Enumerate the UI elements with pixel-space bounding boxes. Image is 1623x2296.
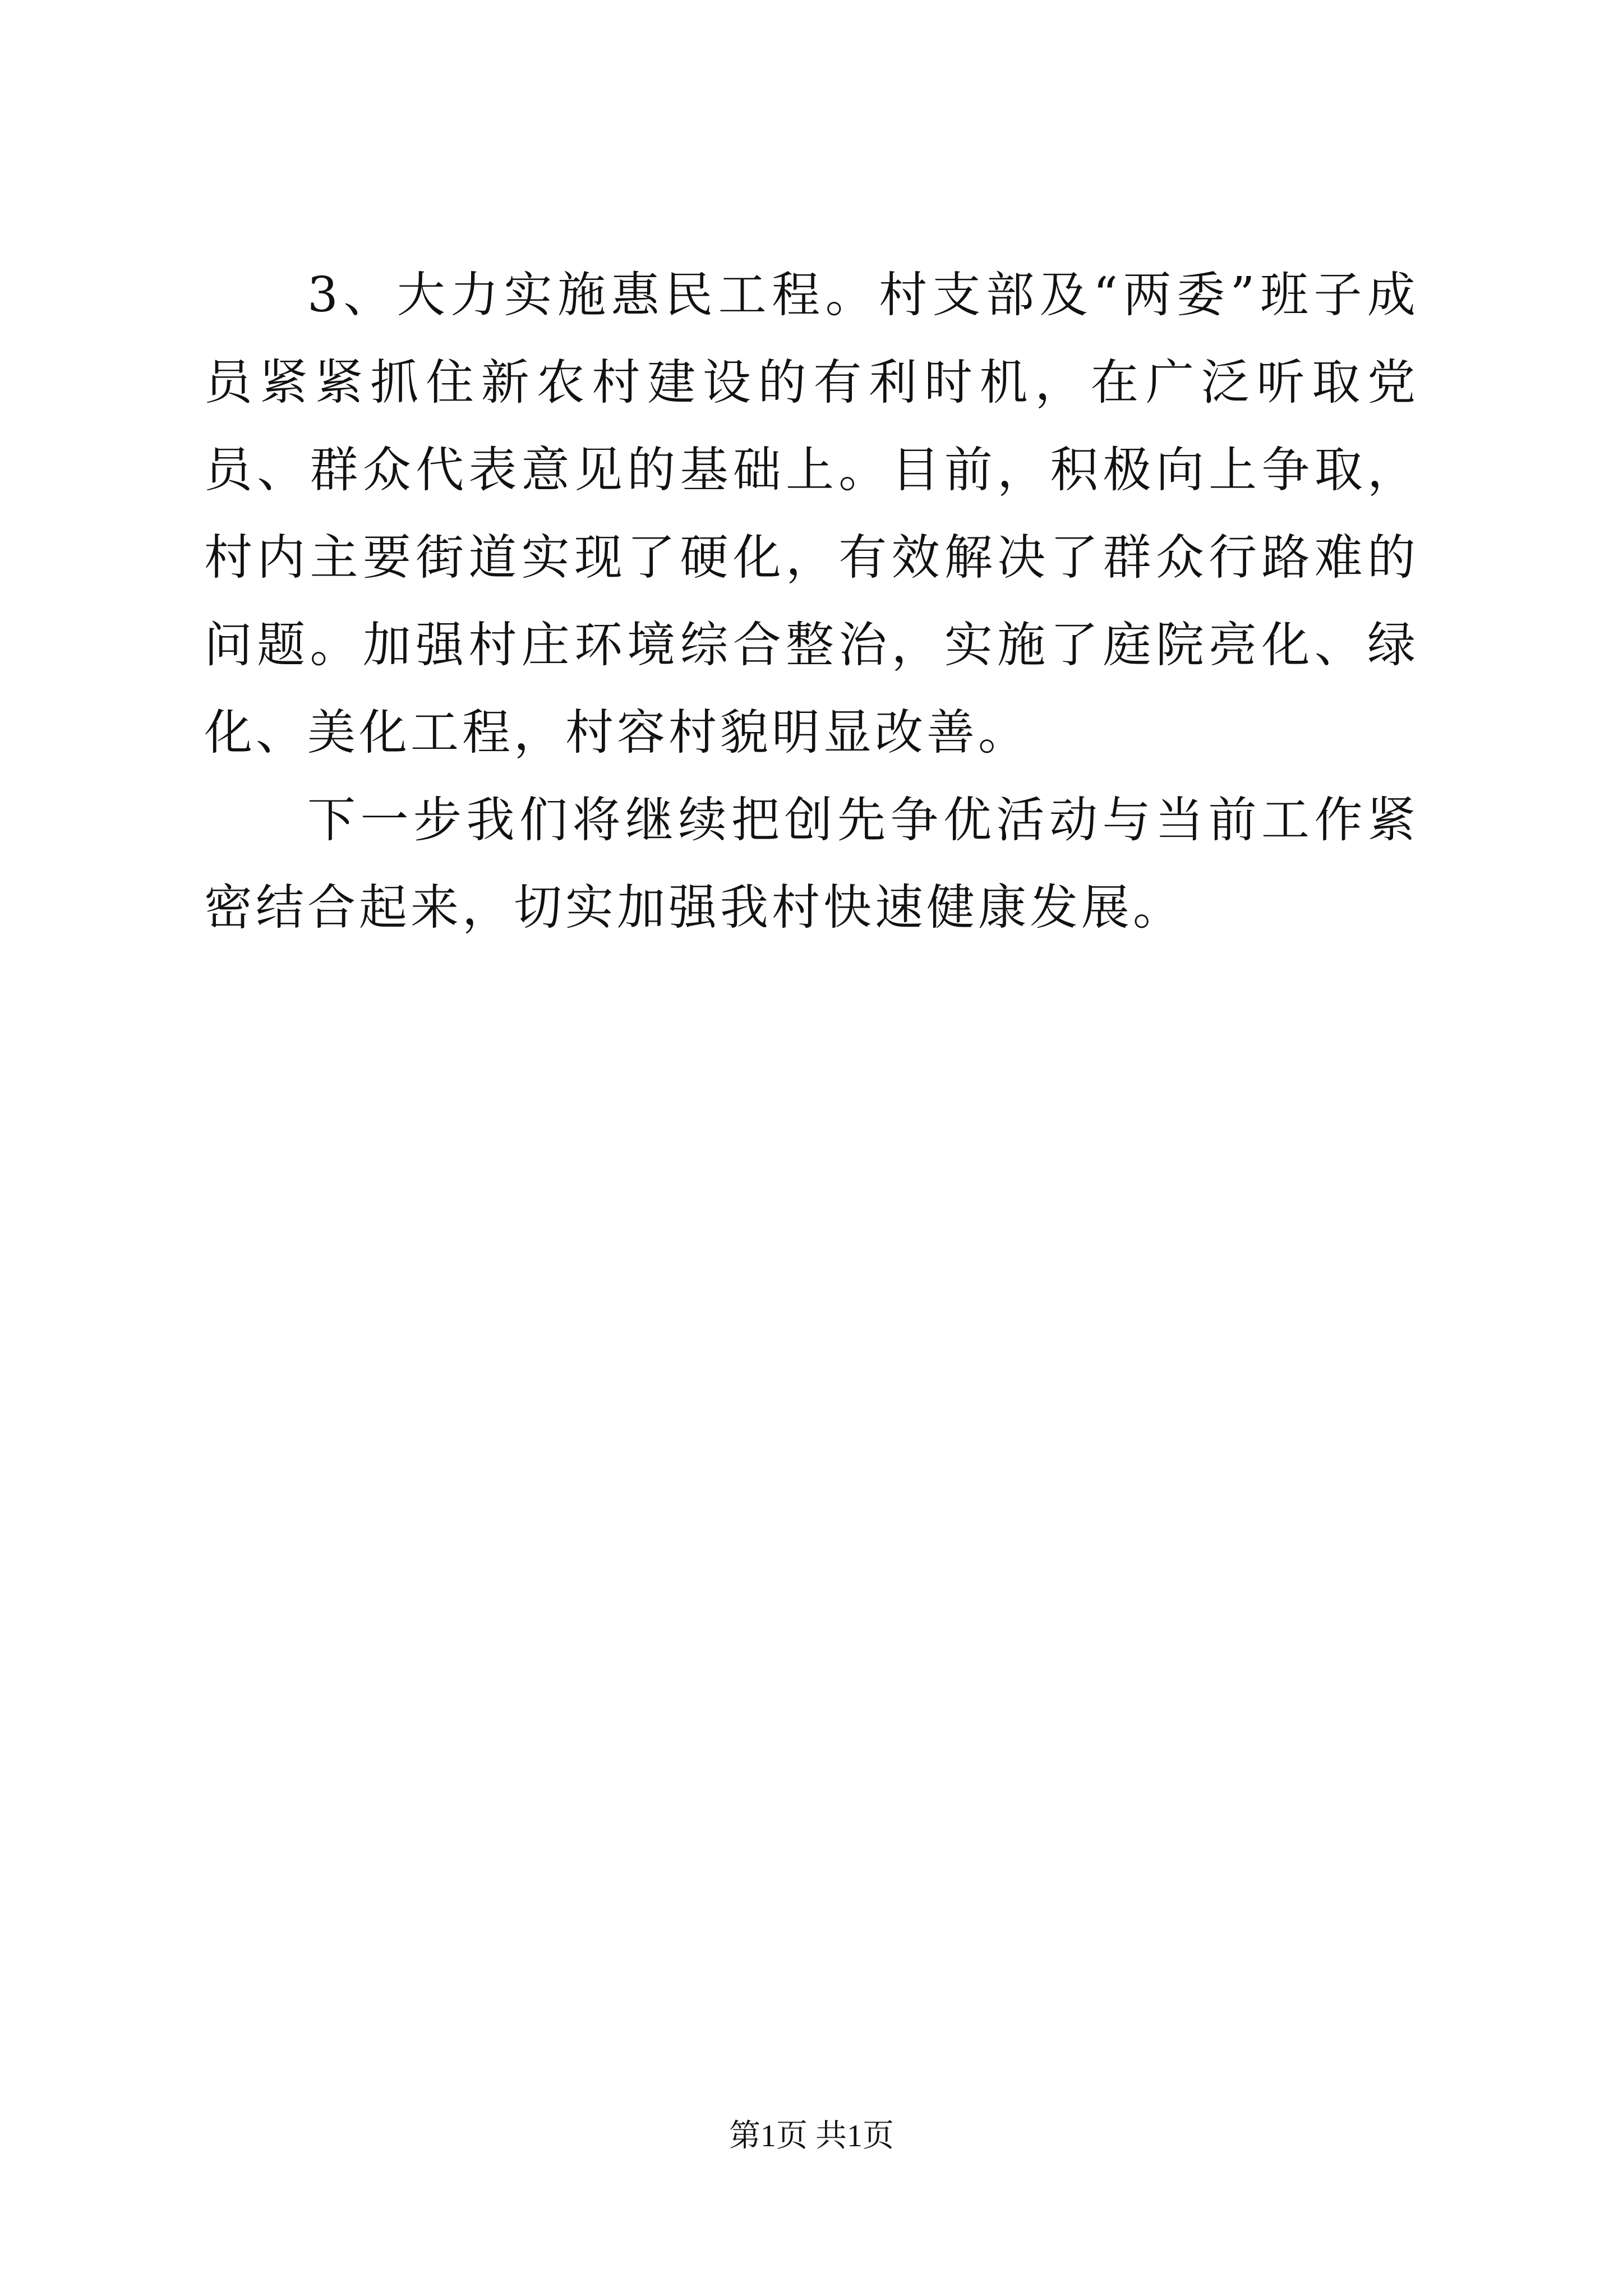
paragraph-1: 3、大力实施惠民工程。村支部及“两委”班子成员紧紧抓住新农村建设的有利时机，在广泛听取党员、群众代表意见的基础上。目前，积极向上争取，村内主要街道实现了硬化，有效解决了群众行路难的问题。加强村庄环境综合整治，实施了庭院亮化、绿化、美化工程，村容村貌明显改善。 bbox=[204, 267, 1419, 761]
document-body bbox=[204, 251, 1419, 951]
page-footer: 第1页 共1页 bbox=[729, 2119, 894, 2154]
paragraph-2: 下一步我们将继续把创先争优活动与当前工作紧密结合起来，切实加强我村快速健康发展。 bbox=[204, 792, 1419, 936]
